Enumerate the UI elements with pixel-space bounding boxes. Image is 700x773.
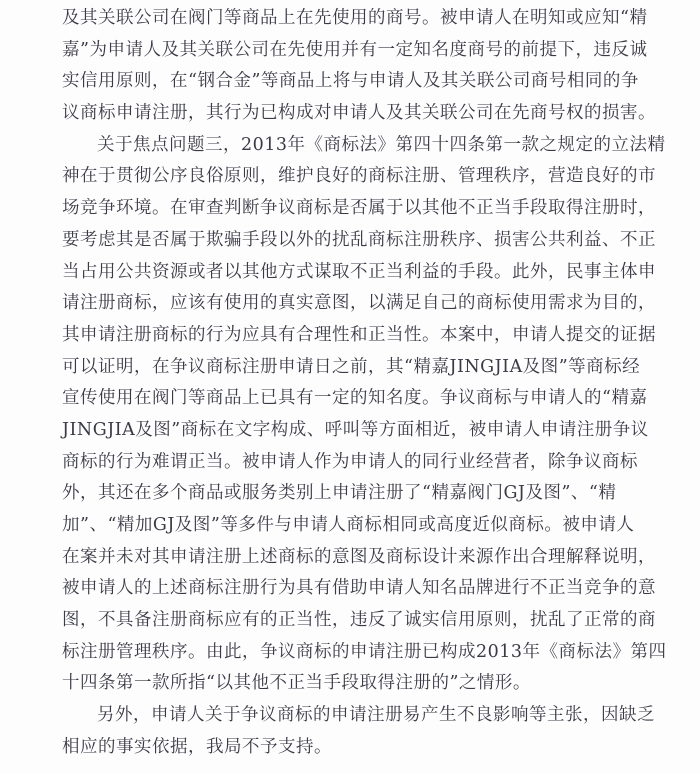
text-line: 商标的行为难谓正当。被申请人作为申请人的同行业经营者，除争议商标 bbox=[62, 451, 638, 472]
text-line: 实信用原则，在“钢合金”等商品上将与申请人及其关联公司商号相同的争 bbox=[62, 71, 639, 92]
text-line: 在案并未对其申请注册上述商标的意图及商标设计来源作出合理解释说明， bbox=[62, 546, 656, 567]
text-line: 场竞争环境。在审查判断争议商标是否属于以其他不正当手段取得注册时， bbox=[62, 198, 656, 219]
text-line: 神在于贯彻公序良俗原则，维护良好的商标注册、管理秩序，营造良好的市 bbox=[62, 166, 656, 187]
text-line: 其申请注册商标的行为应具有合理性和正当性。本案中，申请人提交的证据 bbox=[62, 324, 656, 345]
text-line: 当占用公共资源或者以其他方式谋取不正当利益的手段。此外，民事主体申 bbox=[62, 261, 656, 282]
paragraph-start-line: 另外，申请人关于争议商标的申请注册易产生不良影响等主张，因缺乏 bbox=[97, 705, 655, 726]
text-line: 要考虑其是否属于欺骗手段以外的扰乱商标注册秩序、损害公共利益、不正 bbox=[62, 229, 656, 250]
text-line: 及其关联公司在阀门等商品上在先使用的商号。被申请人在明知或应知“精 bbox=[62, 8, 648, 28]
paragraph-start-line: 关于焦点问题三，2013年《商标法》第四十四条第一款之规定的立法精 bbox=[97, 134, 666, 155]
text-line: 相应的事实依据，我局不予支持。 bbox=[62, 736, 332, 757]
text-line: 可以证明，在争议商标注册申请日之前，其“精嘉JINGJIA及图”等商标经 bbox=[62, 356, 641, 377]
text-line: 嘉”为申请人及其关联公司在先使用并有一定知名度商号的前提下，违反诚 bbox=[62, 39, 648, 60]
text-line: 标注册管理秩序。由此，争议商标的申请注册已构成2013年《商标法》第四 bbox=[62, 641, 667, 662]
text-line: 被申请人的上述商标注册行为具有借助申请人知名品牌进行不正当竞争的意 bbox=[62, 578, 656, 599]
text-line: 宣传使用在阀门等商品上已具有一定的知名度。争议商标与申请人的“精嘉 bbox=[62, 388, 648, 409]
text-line: 加”、“精加GJ及图”等多件与申请人商标相同或高度近似商标。被申请人 bbox=[62, 515, 635, 535]
text-line: 议商标申请注册，其行为已构成对申请人及其关联公司在先商号权的损害。 bbox=[62, 103, 656, 124]
text-line: JINGJIA及图”商标在文字构成、呼叫等方面相近，被申请人申请注册争议 bbox=[62, 419, 649, 440]
text-line: 十四条第一款所指“以其他不正当手段取得注册的”之情形。 bbox=[62, 673, 531, 694]
text-line: 请注册商标，应该有使用的真实意图，以满足自己的商标使用需求为目的， bbox=[62, 293, 656, 314]
text-line: 外，其还在多个商品或服务类别上申请注册了“精嘉阀门GJ及图”、“精 bbox=[62, 483, 617, 504]
document-body bbox=[62, 3, 667, 764]
text-line: 图，不具备注册商标应有的正当性，违反了诚实信用原则，扰乱了正常的商 bbox=[62, 610, 656, 631]
